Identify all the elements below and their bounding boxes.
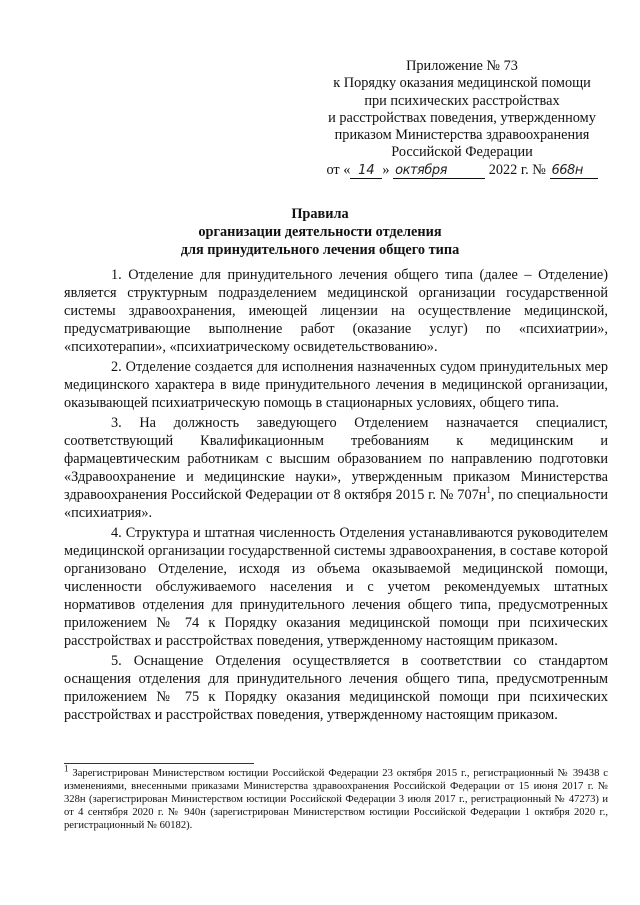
paragraph-1: 1. Отделение для принудительного лечения общего типа (далее – Отделение) является структурным подразделением медицинской организации государственной системы здравоохранения, имеющей лицензии на осуществление медицинской, предусматривающие выполнение работ (оказание услуг) по «психиатрии», «психотерапии», «психиатрическому освидетельствованию». (64, 267, 608, 356)
paragraph-4: 4. Структура и штатная численность Отделения устанавливаются руководителем медицинской организации государственной системы здравоохранения, в составе которой организовано Отделение, исходя из объема оказываемой медицинской помощи, численности обслуживаемого населения и с учетом рекомендуемых штатных нормативов отделения для принудительного лечения общего типа, предусмотренных приложением № 74 к Порядку оказания медицинской помощи при психических расстройствах и расстройствах поведения, утвержденному настоящим приказом. (64, 524, 608, 650)
appendix-number: Приложение № 73 (406, 58, 518, 74)
appendix-header (312, 58, 612, 179)
paragraph-5: 5. Оснащение Отделения осуществляется в соответствии со стандартом оснащения отделения для принудительного лечения общего типа, предусмотренным приложением № 75 к Порядку оказания медицинской помощи при психических расстройствах и расстройствах поведения, утвержденному настоящим приказом. (64, 652, 608, 724)
title-line: для принудительного лечения общего типа (180, 242, 460, 258)
footnote-body: Зарегистрирован Министерством юстиции Российской Федерации 23 октября 2015 г., регистрационный № 39438 с изменениями, внесенными приказами Министерства здравоохранения Российской Федерации от 15 июня 2017 г. № 328н (зарегистрирован Министерством юстиции Российской Федерации 3 июля 2017 г., регистрационный № 47273) и от 4 сентября 2020 г. № 940н (зарегистрирован Министерством юстиции Российской Федерации 1 октября 2020 г., регистрационный № 60182). (64, 768, 608, 832)
appendix-line: Российской Федерации (391, 144, 533, 161)
appendix-line: и расстройствах поведения, утвержденному (328, 109, 596, 126)
paragraph-2: 2. Отделение создается для исполнения назначенных судом принудительных мер медицинского характера в виде принудительного лечения в медицинской организации, оказывающей психиатрическую помощь в стационарных условиях, общего типа. (64, 358, 608, 412)
handwritten-order-number: 668н (550, 164, 598, 179)
footnote-reference: 1 (486, 485, 491, 496)
paragraph-3 (64, 414, 608, 523)
appendix-line: к Порядку оказания медицинской помощи (333, 75, 591, 92)
title-line: Правила (291, 206, 349, 222)
document-title (0, 205, 640, 259)
footnote-text (64, 763, 608, 832)
handwritten-month: октября (393, 164, 485, 179)
date-year: 2022 г. № (488, 161, 546, 178)
handwritten-day: 14 (350, 164, 382, 179)
title-line: организации деятельности отделения (198, 224, 442, 240)
footnote-mark: 1 (64, 763, 69, 774)
appendix-line: приказом Министерства здравоохранения (334, 127, 590, 144)
footnote (64, 763, 608, 832)
date-prefix: от « (326, 161, 351, 178)
footnote-divider (64, 763, 254, 764)
appendix-line: при психических расстройствах (364, 92, 560, 109)
order-date-line (312, 162, 612, 179)
paragraph-3-tail: , по специальности «психиатрия». (64, 487, 608, 522)
paragraph-3-text: 3. На должность заведующего Отделением назначается специалист, соответствующий Квалификационным требованиям к медицинским и фармацевтическим работникам с высшим образованием по направлению подготовки «Здравоохранение и медицинские науки», утвержденным приказом Министерства здравоохранения Российской Федерации от 8 октября 2015 г. № 707н (64, 414, 608, 504)
date-quote: » (382, 161, 390, 178)
document-body (64, 266, 608, 726)
